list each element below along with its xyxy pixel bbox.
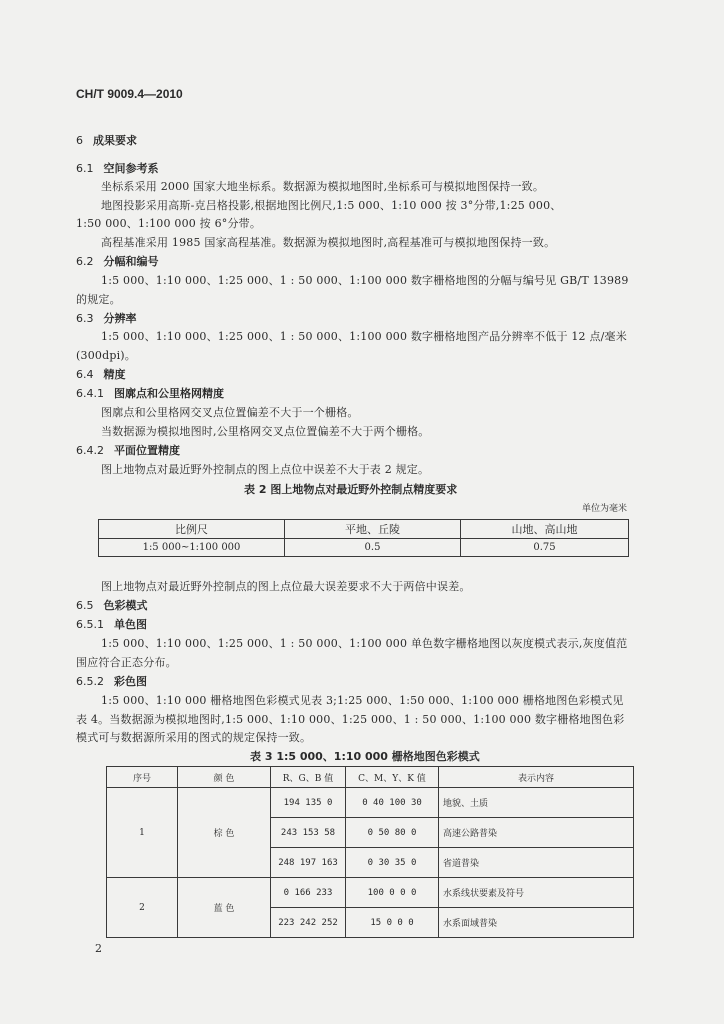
table-2-caption: 表 2 图上地物点对最近野外控制点精度要求: [244, 483, 458, 496]
paragraph: 1:5 000、1:10 000、1:25 000、1 : 50 000、1:100 000 数字栅格地图产品分辨率不低于 12 点/毫米: [101, 330, 627, 343]
table-cell: 243 153 58: [271, 818, 346, 848]
section-6-heading: 6 成果要求: [76, 134, 137, 147]
table-row: [99, 539, 629, 557]
table-cell: 蓝 色: [178, 878, 271, 938]
table-cell: 高速公路普染: [439, 818, 634, 848]
section-6-5-heading: 6.5 色彩模式: [76, 599, 148, 612]
table-cell: 100 0 0 0: [346, 878, 439, 908]
table-header-cell: 序号: [107, 767, 178, 788]
paragraph: 1:5 000、1:10 000、1:25 000、1 : 50 000、1:100 000 单色数字栅格地图以灰度模式表示,灰度值范: [101, 637, 628, 650]
paragraph: 的规定。: [76, 293, 121, 306]
section-6-5-2-heading: 6.5.2 彩色图: [76, 675, 147, 688]
paragraph: 1:50 000、1:100 000 按 6°分带。: [76, 217, 262, 230]
table-cell: 棕 色: [178, 788, 271, 878]
table-header-cell: R、G、B 值: [271, 767, 346, 788]
table-cell: 0 50 80 0: [346, 818, 439, 848]
table-cell: 水系面域普染: [439, 908, 634, 938]
section-6-4-2-heading: 6.4.2 平面位置精度: [76, 444, 180, 457]
table-cell: 2: [107, 878, 178, 938]
section-6-4-heading: 6.4 精度: [76, 368, 126, 381]
table-cell: 地貌、土质: [439, 788, 634, 818]
table-header-cell: C、M、Y、K 值: [346, 767, 439, 788]
page-number: 2: [95, 942, 102, 955]
paragraph: 图廓点和公里格网交叉点位置偏差不大于一个栅格。: [101, 406, 359, 419]
table-cell: 水系线状要素及符号: [439, 878, 634, 908]
table-header-cell: 平地、丘陵: [285, 520, 461, 539]
table-cell: 1: [107, 788, 178, 878]
table-header-cell: 表示内容: [439, 767, 634, 788]
color-mode-table: [106, 766, 634, 938]
table-cell: 省道普染: [439, 848, 634, 878]
paragraph: 表 4。当数据源为模拟地图时,1:5 000、1:10 000、1:25 000、1 : 50 000、1:100 000 数字栅格地图色彩: [76, 713, 625, 726]
section-6-1-heading: 6.1 空间参考系: [76, 162, 159, 175]
table-row: [107, 788, 634, 818]
table-header-cell: 比例尺: [99, 520, 285, 539]
table-cell: 0.75: [461, 539, 629, 557]
paragraph: 当数据源为模拟地图时,公里格网交叉点位置偏差不大于两个栅格。: [101, 425, 430, 438]
table-cell: 0.5: [285, 539, 461, 557]
section-6-3-heading: 6.3 分辨率: [76, 312, 137, 325]
table-cell: 194 135 0: [271, 788, 346, 818]
paragraph: 图上地物点对最近野外控制点的图上点位中误差不大于表 2 规定。: [101, 463, 430, 476]
section-6-4-1-heading: 6.4.1 图廓点和公里格网精度: [76, 387, 224, 400]
accuracy-table: [98, 519, 629, 557]
paragraph: 1:5 000、1:10 000 栅格地图色彩模式见表 3;1:25 000、1:50 000、1:100 000 栅格地图色彩模式见: [101, 694, 624, 707]
table-cell: 0 166 233: [271, 878, 346, 908]
paragraph: 图上地物点对最近野外控制点的图上点位最大误差要求不大于两倍中误差。: [101, 580, 471, 593]
table-header-cell: 山地、高山地: [461, 520, 629, 539]
table-cell: 15 0 0 0: [346, 908, 439, 938]
table-cell: 223 242 252: [271, 908, 346, 938]
table-cell: 248 197 163: [271, 848, 346, 878]
table-cell: 0 40 100 30: [346, 788, 439, 818]
paragraph: 围应符合正态分布。: [76, 656, 177, 669]
paragraph: 模式可与数据源所采用的图式的规定保持一致。: [76, 731, 312, 744]
table-3-caption: 表 3 1:5 000、1:10 000 栅格地图色彩模式: [250, 750, 480, 763]
table-cell: 1:5 000~1:100 000: [99, 539, 285, 557]
paragraph: (300dpi)。: [76, 349, 136, 362]
paragraph: 地图投影采用高斯-克吕格投影,根据地图比例尺,1:5 000、1:10 000 按 3°分带,1:25 000、: [101, 199, 562, 212]
section-6-2-heading: 6.2 分幅和编号: [76, 255, 159, 268]
paragraph: 坐标系采用 2000 国家大地坐标系。数据源为模拟地图时,坐标系可与模拟地图保持一致。: [101, 180, 545, 193]
table-row: [107, 878, 634, 908]
table-2-unit: 单位为毫米: [582, 504, 628, 514]
table-cell: 0 30 35 0: [346, 848, 439, 878]
table-header-row: [99, 520, 629, 539]
paragraph: 高程基准采用 1985 国家高程基准。数据源为模拟地图时,高程基准可与模拟地图保持一致。: [101, 236, 556, 249]
table-header-row: [107, 767, 634, 788]
paragraph: 1:5 000、1:10 000、1:25 000、1 : 50 000、1:100 000 数字栅格地图的分幅与编号见 GB/T 13989: [101, 274, 629, 287]
table-header-cell: 颜 色: [178, 767, 271, 788]
section-6-5-1-heading: 6.5.1 单色图: [76, 618, 147, 631]
standard-code: CH/T 9009.4—2010: [76, 87, 183, 101]
